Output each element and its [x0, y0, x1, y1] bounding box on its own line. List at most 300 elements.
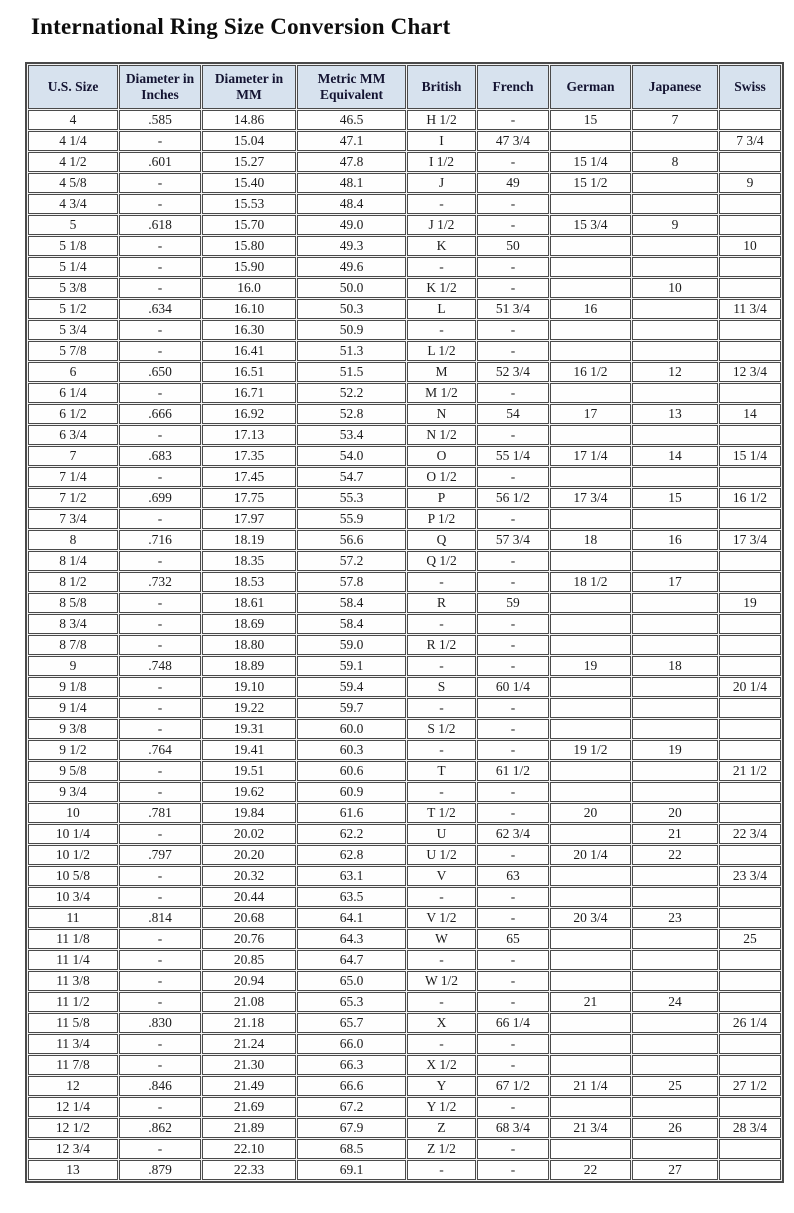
cell: 17 3/4 [719, 530, 781, 550]
cell: Y [407, 1076, 476, 1096]
cell [719, 152, 781, 172]
cell [550, 131, 631, 151]
cell: 65.0 [297, 971, 406, 991]
cell: 59.7 [297, 698, 406, 718]
page-title: International Ring Size Conversion Chart [31, 14, 451, 39]
cell: 16.0 [202, 278, 296, 298]
cell: 8 1/4 [28, 551, 118, 571]
cell [550, 593, 631, 613]
cell: R 1/2 [407, 635, 476, 655]
cell: 17.97 [202, 509, 296, 529]
cell: 16 1/2 [550, 362, 631, 382]
table-row [28, 656, 781, 676]
cell: - [119, 1139, 201, 1159]
cell: 21.30 [202, 1055, 296, 1075]
cell [632, 971, 718, 991]
cell: 54 [477, 404, 549, 424]
cell: 67.9 [297, 1118, 406, 1138]
cell: - [407, 992, 476, 1012]
cell [719, 551, 781, 571]
cell: - [477, 320, 549, 340]
cell: 23 3/4 [719, 866, 781, 886]
table-body [28, 110, 781, 1180]
cell: - [407, 656, 476, 676]
cell: 15.27 [202, 152, 296, 172]
cell [550, 194, 631, 214]
cell [719, 887, 781, 907]
cell [632, 929, 718, 949]
cell: 7 3/4 [719, 131, 781, 151]
cell: .830 [119, 1013, 201, 1033]
table-row [28, 971, 781, 991]
cell: 5 1/2 [28, 299, 118, 319]
cell: 19 1/2 [550, 740, 631, 760]
cell [550, 761, 631, 781]
cell [550, 1097, 631, 1117]
cell: O [407, 446, 476, 466]
table-row [28, 194, 781, 214]
column-header-swiss: Swiss [719, 65, 781, 109]
cell: 50.9 [297, 320, 406, 340]
cell [632, 383, 718, 403]
cell: 27 [632, 1160, 718, 1180]
cell: Q [407, 530, 476, 550]
cell: 18.80 [202, 635, 296, 655]
cell: 17 1/4 [550, 446, 631, 466]
cell [550, 1034, 631, 1054]
cell: 12 1/2 [28, 1118, 118, 1138]
cell: I [407, 131, 476, 151]
cell [632, 1097, 718, 1117]
cell: - [119, 761, 201, 781]
table-row [28, 299, 781, 319]
table-row [28, 1097, 781, 1117]
table-row [28, 761, 781, 781]
cell: X [407, 1013, 476, 1033]
cell: 62.8 [297, 845, 406, 865]
cell [632, 236, 718, 256]
cell: 67.2 [297, 1097, 406, 1117]
cell: 56 1/2 [477, 488, 549, 508]
cell: 17 3/4 [550, 488, 631, 508]
cell: 21.08 [202, 992, 296, 1012]
cell: 12 [28, 1076, 118, 1096]
cell: 15.80 [202, 236, 296, 256]
cell: - [477, 152, 549, 172]
cell [632, 299, 718, 319]
cell: S [407, 677, 476, 697]
cell: 10 1/2 [28, 845, 118, 865]
cell: 9 5/8 [28, 761, 118, 781]
cell [632, 887, 718, 907]
cell: 7 3/4 [28, 509, 118, 529]
cell: 4 1/4 [28, 131, 118, 151]
cell: 64.1 [297, 908, 406, 928]
cell: - [407, 1160, 476, 1180]
cell: - [119, 866, 201, 886]
cell: 10 [28, 803, 118, 823]
cell: I 1/2 [407, 152, 476, 172]
cell [719, 320, 781, 340]
column-header-japanese: Japanese [632, 65, 718, 109]
cell: 4 5/8 [28, 173, 118, 193]
cell: - [407, 740, 476, 760]
cell [550, 320, 631, 340]
table-row [28, 1076, 781, 1096]
cell: 14 [632, 446, 718, 466]
cell [719, 719, 781, 739]
cell: 55.3 [297, 488, 406, 508]
cell: 20 1/4 [550, 845, 631, 865]
cell [632, 425, 718, 445]
cell: 50.3 [297, 299, 406, 319]
cell: - [477, 971, 549, 991]
table-row [28, 614, 781, 634]
cell [719, 383, 781, 403]
table-row [28, 1160, 781, 1180]
column-header-french: French [477, 65, 549, 109]
cell: - [477, 803, 549, 823]
ring-size-conversion-table [25, 62, 784, 1183]
cell: 7 [28, 446, 118, 466]
cell [550, 383, 631, 403]
cell [719, 257, 781, 277]
cell [719, 467, 781, 487]
cell: 20 1/4 [719, 677, 781, 697]
cell [632, 131, 718, 151]
cell: - [477, 719, 549, 739]
cell [632, 677, 718, 697]
cell: Z [407, 1118, 476, 1138]
cell: 13 [632, 404, 718, 424]
table-row [28, 572, 781, 592]
cell [632, 950, 718, 970]
cell: 11 7/8 [28, 1055, 118, 1075]
cell: 63.1 [297, 866, 406, 886]
cell [719, 341, 781, 361]
cell: - [407, 257, 476, 277]
cell: - [119, 320, 201, 340]
cell: .716 [119, 530, 201, 550]
cell [719, 1160, 781, 1180]
cell: 5 1/4 [28, 257, 118, 277]
cell: 22 3/4 [719, 824, 781, 844]
cell: 17 [550, 404, 631, 424]
cell: 60.6 [297, 761, 406, 781]
cell: 19 [550, 656, 631, 676]
cell [632, 698, 718, 718]
cell: .585 [119, 110, 201, 130]
cell [719, 740, 781, 760]
cell: - [477, 614, 549, 634]
cell [550, 1055, 631, 1075]
cell: 66.0 [297, 1034, 406, 1054]
cell [550, 236, 631, 256]
table-row [28, 551, 781, 571]
cell: 11 3/4 [719, 299, 781, 319]
cell: 19.41 [202, 740, 296, 760]
cell [632, 1034, 718, 1054]
table-row [28, 677, 781, 697]
cell: .814 [119, 908, 201, 928]
cell [719, 110, 781, 130]
cell: 60.0 [297, 719, 406, 739]
cell: 21.69 [202, 1097, 296, 1117]
cell: 17.35 [202, 446, 296, 466]
table-row [28, 887, 781, 907]
cell: 65.3 [297, 992, 406, 1012]
cell [719, 1097, 781, 1117]
table-row [28, 404, 781, 424]
cell [550, 698, 631, 718]
cell: - [119, 278, 201, 298]
cell: .797 [119, 845, 201, 865]
cell: 49.3 [297, 236, 406, 256]
cell: 15.90 [202, 257, 296, 277]
cell: 63.5 [297, 887, 406, 907]
cell: T [407, 761, 476, 781]
table-row [28, 1118, 781, 1138]
cell: - [477, 950, 549, 970]
cell [632, 509, 718, 529]
cell: 8 3/4 [28, 614, 118, 634]
cell: 9 1/2 [28, 740, 118, 760]
cell: 25 [632, 1076, 718, 1096]
column-header-german: German [550, 65, 631, 109]
cell [719, 971, 781, 991]
cell [719, 1055, 781, 1075]
cell: .846 [119, 1076, 201, 1096]
cell: 14.86 [202, 110, 296, 130]
cell: 28 3/4 [719, 1118, 781, 1138]
table-row [28, 824, 781, 844]
cell: - [477, 740, 549, 760]
cell: 11 1/4 [28, 950, 118, 970]
cell [632, 782, 718, 802]
cell: - [477, 1034, 549, 1054]
cell: 25 [719, 929, 781, 949]
cell: 4 1/2 [28, 152, 118, 172]
cell: 63 [477, 866, 549, 886]
cell: X 1/2 [407, 1055, 476, 1075]
table-header-row [28, 65, 781, 109]
cell: 18 [550, 530, 631, 550]
cell: 55.9 [297, 509, 406, 529]
cell: 21 1/2 [719, 761, 781, 781]
cell: 56.6 [297, 530, 406, 550]
cell: .764 [119, 740, 201, 760]
cell: 20.76 [202, 929, 296, 949]
table-row [28, 383, 781, 403]
cell: 21.24 [202, 1034, 296, 1054]
cell: 57 3/4 [477, 530, 549, 550]
table-row [28, 341, 781, 361]
cell: 10 [632, 278, 718, 298]
cell: 4 3/4 [28, 194, 118, 214]
table-row [28, 782, 781, 802]
table-row [28, 425, 781, 445]
cell: 67 1/2 [477, 1076, 549, 1096]
cell: - [477, 1139, 549, 1159]
cell: 59.4 [297, 677, 406, 697]
table-row [28, 236, 781, 256]
cell: - [477, 635, 549, 655]
cell [719, 635, 781, 655]
cell: 68 3/4 [477, 1118, 549, 1138]
cell: J [407, 173, 476, 193]
table-row [28, 950, 781, 970]
cell: - [119, 467, 201, 487]
cell [550, 971, 631, 991]
table-row [28, 908, 781, 928]
cell: - [477, 257, 549, 277]
cell: 15.40 [202, 173, 296, 193]
cell: 51 3/4 [477, 299, 549, 319]
cell [550, 635, 631, 655]
cell: N 1/2 [407, 425, 476, 445]
cell: 16.92 [202, 404, 296, 424]
table-row [28, 698, 781, 718]
cell: 20.20 [202, 845, 296, 865]
cell: - [119, 677, 201, 697]
cell: U 1/2 [407, 845, 476, 865]
cell: - [119, 635, 201, 655]
table-row [28, 173, 781, 193]
cell: 16.30 [202, 320, 296, 340]
cell: 4 [28, 110, 118, 130]
cell: 9 3/8 [28, 719, 118, 739]
cell: 47.1 [297, 131, 406, 151]
cell [550, 719, 631, 739]
cell: 69.1 [297, 1160, 406, 1180]
cell: 66.3 [297, 1055, 406, 1075]
cell: 19.62 [202, 782, 296, 802]
cell: - [119, 551, 201, 571]
cell: 10 [719, 236, 781, 256]
cell: 57.2 [297, 551, 406, 571]
cell: - [407, 320, 476, 340]
table-row [28, 131, 781, 151]
table-row [28, 635, 781, 655]
cell: - [119, 1034, 201, 1054]
table-row [28, 1013, 781, 1033]
table-row [28, 152, 781, 172]
cell [719, 215, 781, 235]
cell: .666 [119, 404, 201, 424]
table-row [28, 929, 781, 949]
cell: .699 [119, 488, 201, 508]
cell [719, 425, 781, 445]
cell [550, 887, 631, 907]
cell: 64.7 [297, 950, 406, 970]
column-header-diameter-in-inches: Diameter in Inches [119, 65, 201, 109]
cell: - [119, 992, 201, 1012]
cell: R [407, 593, 476, 613]
cell: 20 [550, 803, 631, 823]
cell [550, 677, 631, 697]
cell: - [477, 1160, 549, 1180]
cell: 65.7 [297, 1013, 406, 1033]
table-head [28, 65, 781, 109]
cell [632, 1013, 718, 1033]
cell: 19.31 [202, 719, 296, 739]
cell: - [119, 950, 201, 970]
cell [719, 992, 781, 1012]
cell: - [477, 110, 549, 130]
cell: 15 3/4 [550, 215, 631, 235]
cell: - [477, 551, 549, 571]
cell: 66 1/4 [477, 1013, 549, 1033]
cell [550, 866, 631, 886]
cell: P 1/2 [407, 509, 476, 529]
cell: 16.41 [202, 341, 296, 361]
cell: 50.0 [297, 278, 406, 298]
cell: - [477, 908, 549, 928]
cell [719, 614, 781, 634]
cell: 8 [28, 530, 118, 550]
cell: - [407, 698, 476, 718]
cell: 19.51 [202, 761, 296, 781]
cell: 21 1/4 [550, 1076, 631, 1096]
cell: 6 1/2 [28, 404, 118, 424]
cell: 18.35 [202, 551, 296, 571]
cell: - [119, 929, 201, 949]
cell: 11 5/8 [28, 1013, 118, 1033]
cell: 7 1/2 [28, 488, 118, 508]
cell: 21 [550, 992, 631, 1012]
table-row [28, 530, 781, 550]
cell: - [477, 278, 549, 298]
cell: N [407, 404, 476, 424]
cell: 16 [550, 299, 631, 319]
cell: 5 [28, 215, 118, 235]
cell: V [407, 866, 476, 886]
cell: 23 [632, 908, 718, 928]
cell: 11 3/8 [28, 971, 118, 991]
cell: 64.3 [297, 929, 406, 949]
cell: - [477, 341, 549, 361]
cell: - [119, 257, 201, 277]
cell [632, 467, 718, 487]
cell: 16.71 [202, 383, 296, 403]
cell: 20 3/4 [550, 908, 631, 928]
cell: 20.02 [202, 824, 296, 844]
cell: 16.51 [202, 362, 296, 382]
cell: 8 7/8 [28, 635, 118, 655]
cell: W 1/2 [407, 971, 476, 991]
cell: 59.0 [297, 635, 406, 655]
table-row [28, 215, 781, 235]
table-row [28, 1139, 781, 1159]
cell [550, 614, 631, 634]
cell: 5 3/4 [28, 320, 118, 340]
cell [632, 194, 718, 214]
cell: 62 3/4 [477, 824, 549, 844]
cell [550, 782, 631, 802]
cell: 9 [719, 173, 781, 193]
cell: 15 1/2 [550, 173, 631, 193]
cell: .732 [119, 572, 201, 592]
cell: - [119, 131, 201, 151]
cell: 20.94 [202, 971, 296, 991]
cell: 6 [28, 362, 118, 382]
cell: 14 [719, 404, 781, 424]
cell: 6 3/4 [28, 425, 118, 445]
cell: .650 [119, 362, 201, 382]
cell: 20.44 [202, 887, 296, 907]
cell [632, 635, 718, 655]
cell: .781 [119, 803, 201, 823]
